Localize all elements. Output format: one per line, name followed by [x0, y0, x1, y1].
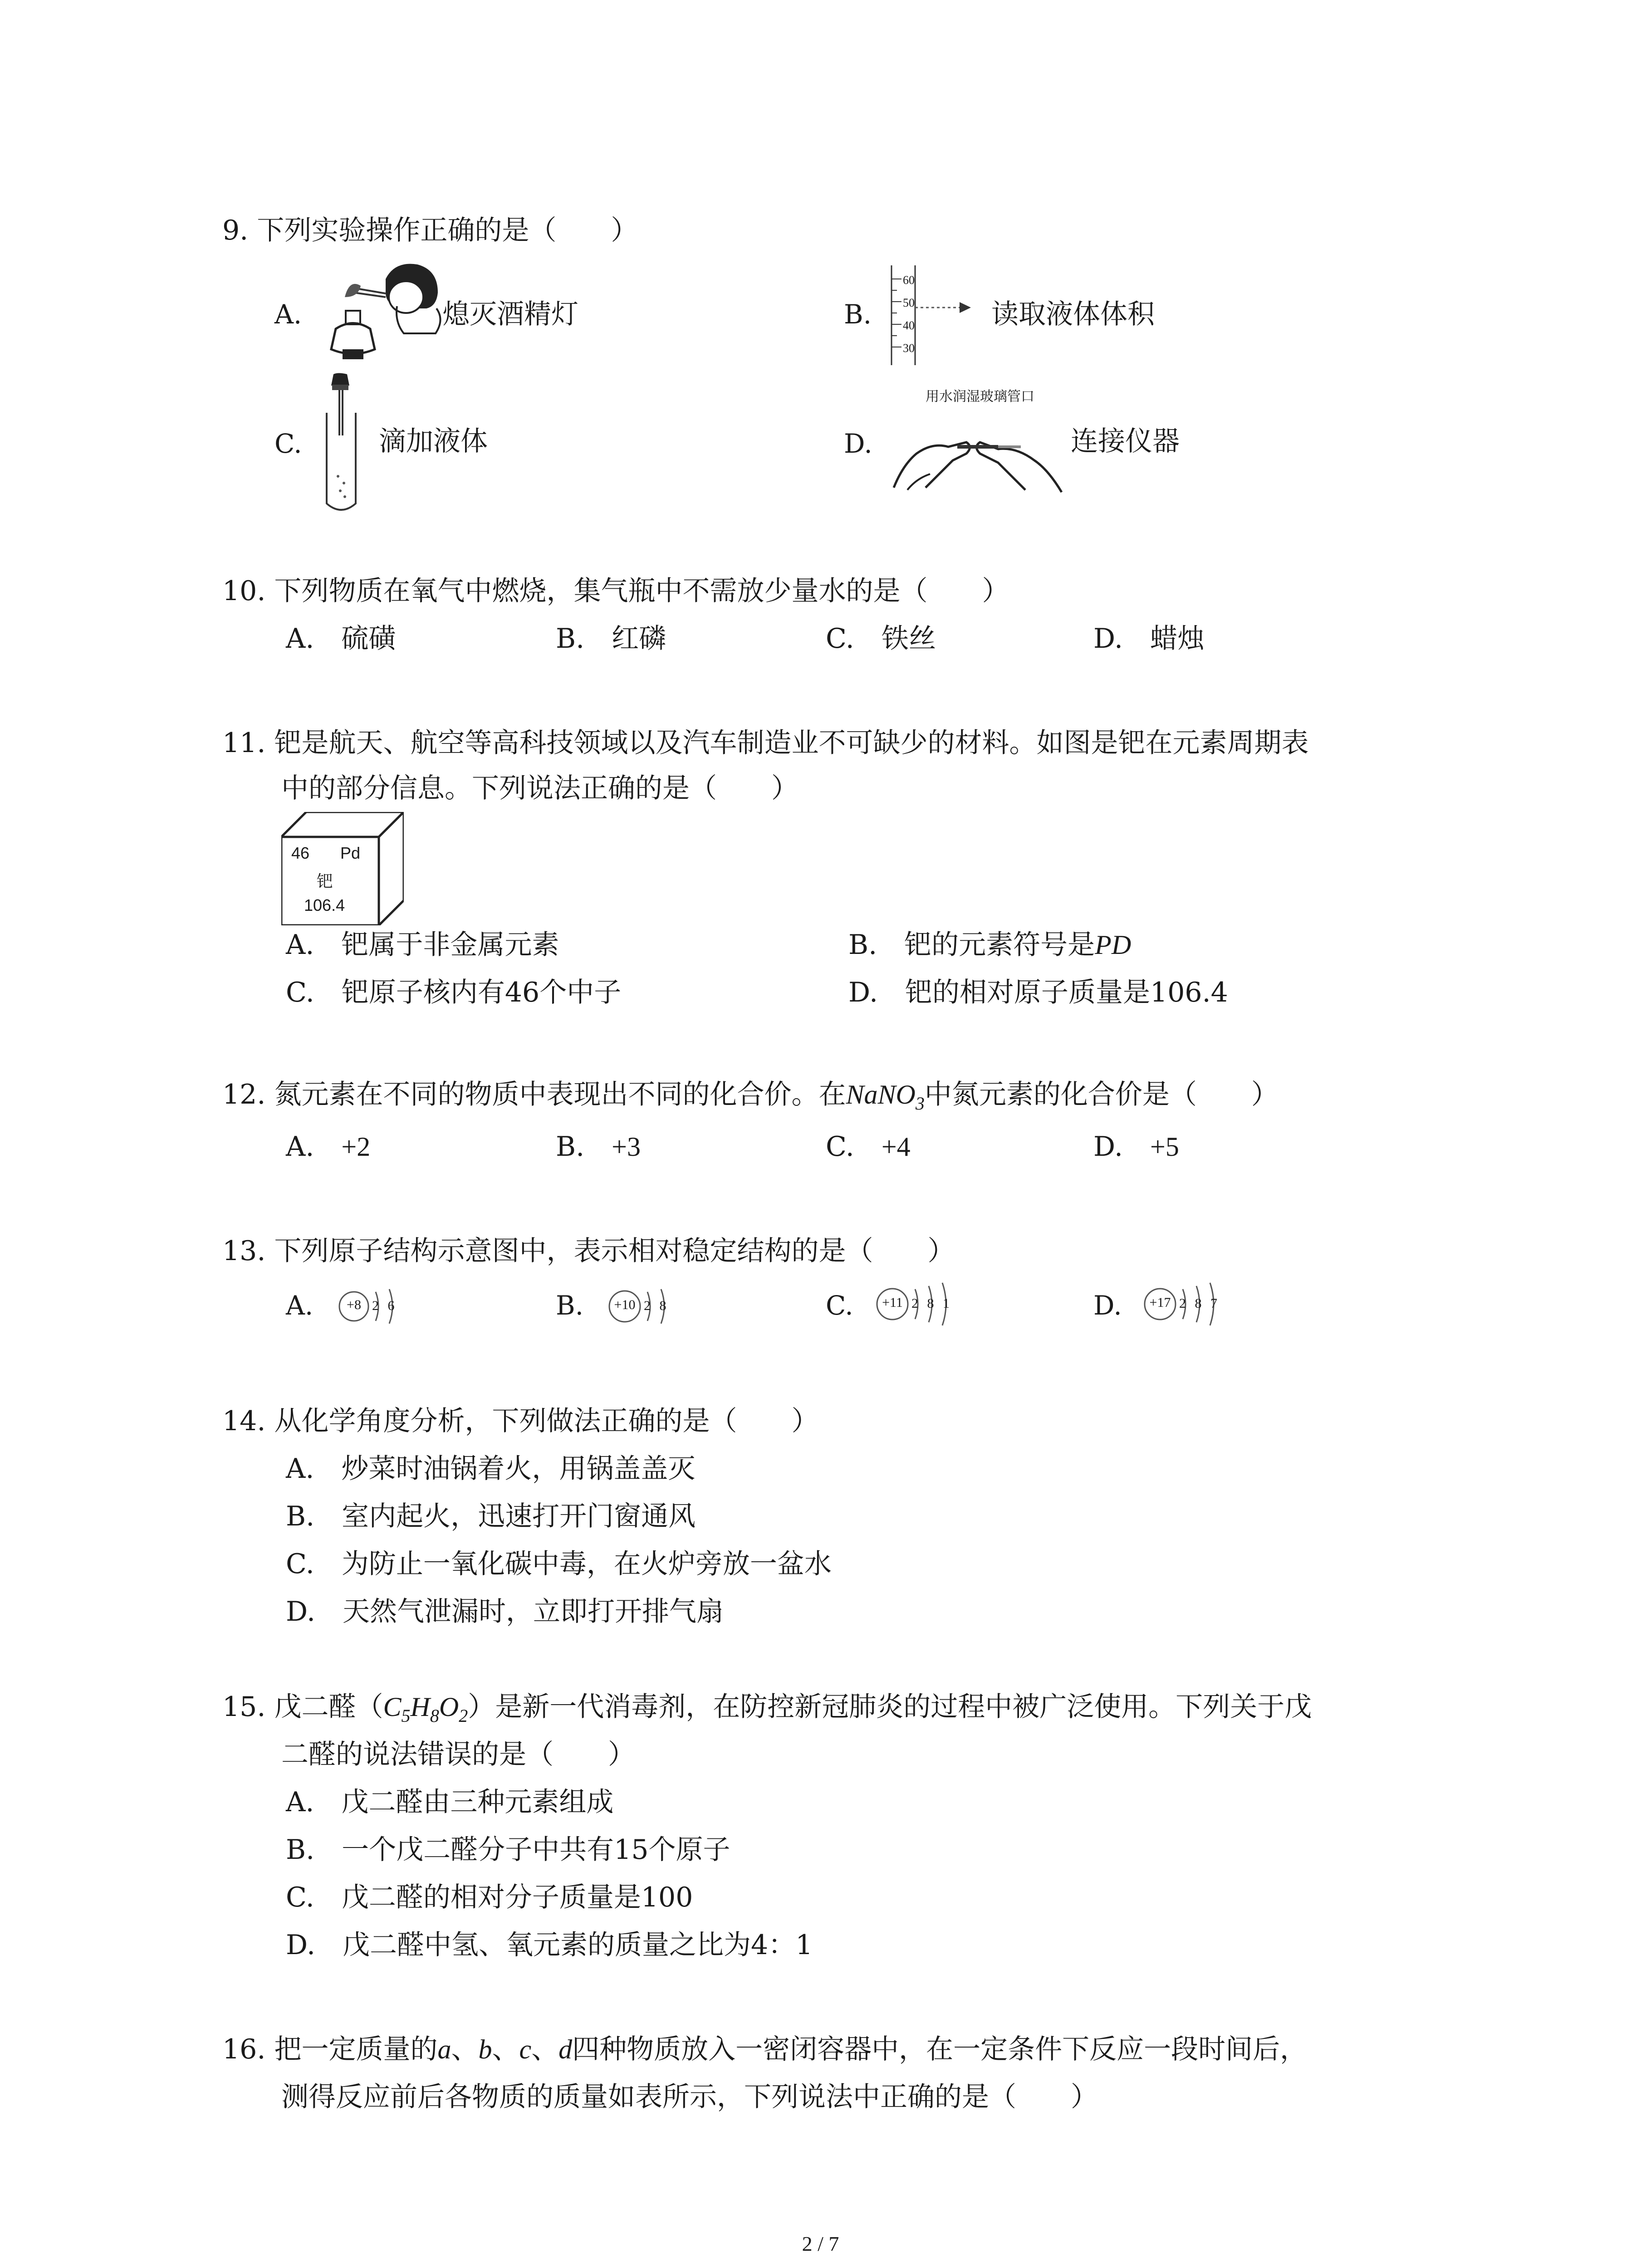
q15-option-b	[286, 1833, 730, 1867]
q12-stem	[222, 1077, 1279, 1121]
q12-option-c-label: C.	[826, 1131, 854, 1163]
q12-option-c	[826, 1129, 911, 1164]
q14-option-c-label: C.	[286, 1548, 314, 1580]
q9-option-a-text: 熄灭酒精灯	[442, 298, 578, 330]
atom-c-nucleus: +11	[882, 1295, 903, 1310]
q16-stem-pre: 16. 把一定质量的	[222, 2033, 438, 2065]
q13-option-b-label: B.	[556, 1290, 584, 1321]
atom-c-shells: 2 8 1	[911, 1296, 952, 1311]
q14-option-a	[286, 1452, 695, 1486]
q10-option-d-text: 蜡烛	[1150, 623, 1205, 655]
q10-option-a	[286, 621, 396, 656]
q12-option-b	[556, 1129, 641, 1164]
q10-option-d	[1093, 621, 1205, 656]
q11-option-c-label: C.	[286, 977, 314, 1008]
q10-option-b-label: B.	[556, 623, 585, 655]
cylinder-tick-50: 50	[903, 296, 915, 309]
atom-a-shells: 2 6	[372, 1298, 397, 1313]
q16-stem-post: 四种物质放入一密闭容器中，在一定条件下反应一段时间后，	[572, 2033, 1308, 2065]
element-atomic-number: 46	[291, 844, 310, 862]
q12-option-a	[286, 1129, 370, 1164]
atom-diagram-b	[606, 1284, 687, 1329]
q16-stem-line1	[222, 2032, 1307, 2067]
q14-stem: 14. 从化学角度分析，下列做法正确的是（ ）	[222, 1405, 819, 1437]
cylinder-tick-40: 40	[903, 319, 915, 332]
dropper-test-tube-illustration	[313, 372, 372, 517]
q11-option-b-symbol: PD	[1095, 930, 1132, 960]
connect-apparatus-illustration	[889, 411, 1066, 497]
q13-option-a-label: A.	[286, 1290, 314, 1321]
q16-var-d: d	[558, 2034, 573, 2064]
q16-stem-line2: 测得反应前后各物质的质量如表所示，下列说法中正确的是（ ）	[281, 2081, 1098, 2113]
q16-sep-3: 、	[531, 2033, 559, 2065]
q11-option-c	[286, 975, 621, 1010]
q14-option-c	[286, 1547, 832, 1581]
q11-option-d-text: 钯的相对原子质量是106.4	[905, 977, 1228, 1008]
q11-stem-line2: 中的部分信息。下列说法正确的是（ ）	[281, 772, 798, 804]
q9-option-b-label: B.	[844, 299, 872, 330]
element-card	[281, 812, 404, 925]
q14-option-d-label: D.	[286, 1596, 316, 1628]
q9-option-d-text: 连接仪器	[1071, 425, 1180, 457]
q15-option-a	[286, 1785, 613, 1819]
q11-stem-line1: 11. 钯是航天、航空等高科技领域以及汽车制造业不可缺少的材料。如图是钯在元素周期表	[222, 727, 1309, 759]
q15-option-c	[286, 1880, 693, 1915]
q9-option-b-text: 读取液体体积	[991, 298, 1155, 330]
element-name: 钯	[317, 872, 333, 891]
q11-option-b-text: 钯的元素符号是	[904, 929, 1095, 961]
q11-option-b	[848, 928, 1131, 962]
q15-option-a-text: 戊二醛由三种元素组成	[341, 1786, 614, 1818]
atom-b-shells: 2 8	[644, 1298, 669, 1313]
cylinder-tick-60: 60	[903, 274, 915, 287]
graduated-cylinder-illustration	[887, 263, 987, 367]
q14-option-b-text: 室内起火，迅速打开门窗通风	[342, 1501, 696, 1532]
atom-d-shells: 2 8 7	[1179, 1296, 1220, 1311]
q12-formula: NaNO	[846, 1080, 916, 1110]
q9-option-c-label: C.	[274, 428, 302, 459]
q12-option-b-text: +3	[612, 1132, 641, 1162]
figure-d-caption: 用水润湿玻璃管口	[926, 389, 1034, 405]
q11-option-a-text: 钯属于非金属元素	[341, 929, 559, 961]
q15-option-d-text: 戊二醛中氢、氧元素的质量之比为4：1	[343, 1929, 813, 1961]
q14-option-d	[286, 1594, 724, 1629]
q9-option-c-text: 滴加液体	[379, 425, 488, 457]
q15-option-c-label: C.	[286, 1882, 314, 1913]
q12-option-d	[1093, 1129, 1179, 1164]
q11-option-a	[286, 928, 559, 962]
q10-option-c-text: 铁丝	[881, 623, 936, 655]
q10-option-a-label: A.	[286, 623, 314, 655]
atom-diagram-d	[1141, 1279, 1236, 1329]
q12-option-c-text: +4	[881, 1132, 911, 1162]
q15-stem-pre: 15. 戊二醛（	[222, 1691, 383, 1723]
q10-option-c-label: C.	[826, 623, 854, 655]
q10-option-b	[556, 621, 666, 656]
q11-option-c-text: 钯原子核内有46个中子	[341, 977, 622, 1008]
q9-option-d-label: D.	[844, 428, 872, 459]
q13-option-d-label: D.	[1093, 1290, 1122, 1321]
q15-stem-line2: 二醛的说法错误的是（ ）	[281, 1739, 635, 1770]
atom-diagram-a	[336, 1284, 413, 1329]
q16-sep-1: 、	[451, 2033, 479, 2065]
q12-stem-pre: 12. 氮元素在不同的物质中表现出不同的化合价。在	[222, 1079, 846, 1110]
q15-option-b-label: B.	[286, 1834, 315, 1866]
q15-option-d	[286, 1928, 813, 1962]
q15-stem-line1	[222, 1690, 1312, 1733]
q14-option-a-label: A.	[286, 1453, 314, 1485]
q10-option-d-label: D.	[1093, 623, 1123, 655]
q16-var-b: b	[478, 2034, 492, 2064]
element-symbol: Pd	[340, 844, 361, 862]
q15-formula: $C_5H_8O_2$	[383, 1692, 468, 1726]
q14-option-d-text: 天然气泄漏时，立即打开排气扇	[343, 1596, 724, 1628]
cylinder-tick-30: 30	[903, 342, 915, 355]
q10-stem: 10. 下列物质在氧气中燃烧，集气瓶中不需放少量水的是（ ）	[222, 575, 1009, 607]
q10-option-a-text: 硫磺	[341, 623, 396, 655]
q9-stem: 9. 下列实验操作正确的是（ ）	[222, 215, 638, 246]
q16-sep-2: 、	[492, 2033, 519, 2065]
q11-option-d	[848, 975, 1228, 1010]
q12-option-d-text: +5	[1150, 1132, 1179, 1162]
q9-option-a-label: A.	[274, 299, 302, 330]
q15-option-d-label: D.	[286, 1929, 316, 1961]
q15-option-b-text: 一个戊二醛分子中共有15个原子	[342, 1834, 730, 1866]
q10-option-c	[826, 621, 936, 656]
q11-option-d-label: D.	[848, 977, 878, 1008]
q11-option-a-label: A.	[286, 929, 314, 961]
q14-option-b-label: B.	[286, 1501, 315, 1532]
q14-option-b	[286, 1499, 696, 1534]
q13-stem: 13. 下列原子结构示意图中，表示相对稳定结构的是（ ）	[222, 1235, 955, 1267]
page-number: 2 / 7	[802, 2232, 839, 2255]
q16-var-a: a	[437, 2034, 451, 2064]
q15-stem-post: ）是新一代消毒剂，在防控新冠肺炎的过程中被广泛使用。下列关于戊	[468, 1691, 1312, 1723]
atom-a-nucleus: +8	[347, 1297, 361, 1312]
q15-option-c-text: 戊二醛的相对分子质量是100	[341, 1882, 693, 1913]
atom-diagram-c	[873, 1279, 969, 1329]
q16-var-c: c	[519, 2034, 532, 2064]
q12-option-a-label: A.	[286, 1131, 314, 1163]
q12-option-b-label: B.	[556, 1131, 585, 1163]
q13-option-c-label: C.	[826, 1290, 853, 1321]
q14-option-c-text: 为防止一氧化碳中毒，在火炉旁放一盆水	[341, 1548, 832, 1580]
q12-formula-subscript: 3	[915, 1093, 925, 1114]
q12-stem-post: 中氮元素的化合价是（ ）	[924, 1079, 1279, 1110]
atom-d-nucleus: +17	[1149, 1295, 1171, 1310]
q11-option-b-label: B.	[848, 929, 877, 961]
q10-option-b-text: 红磷	[612, 623, 666, 655]
extinguish-lamp-illustration	[318, 261, 445, 372]
q12-option-d-label: D.	[1093, 1131, 1123, 1163]
q15-option-a-label: A.	[286, 1786, 314, 1818]
q12-option-a-text: +2	[341, 1132, 371, 1162]
atom-b-nucleus: +10	[614, 1297, 636, 1312]
q14-option-a-text: 炒菜时油锅着火，用锅盖盖灭	[341, 1453, 696, 1485]
element-mass: 106.4	[304, 896, 345, 914]
